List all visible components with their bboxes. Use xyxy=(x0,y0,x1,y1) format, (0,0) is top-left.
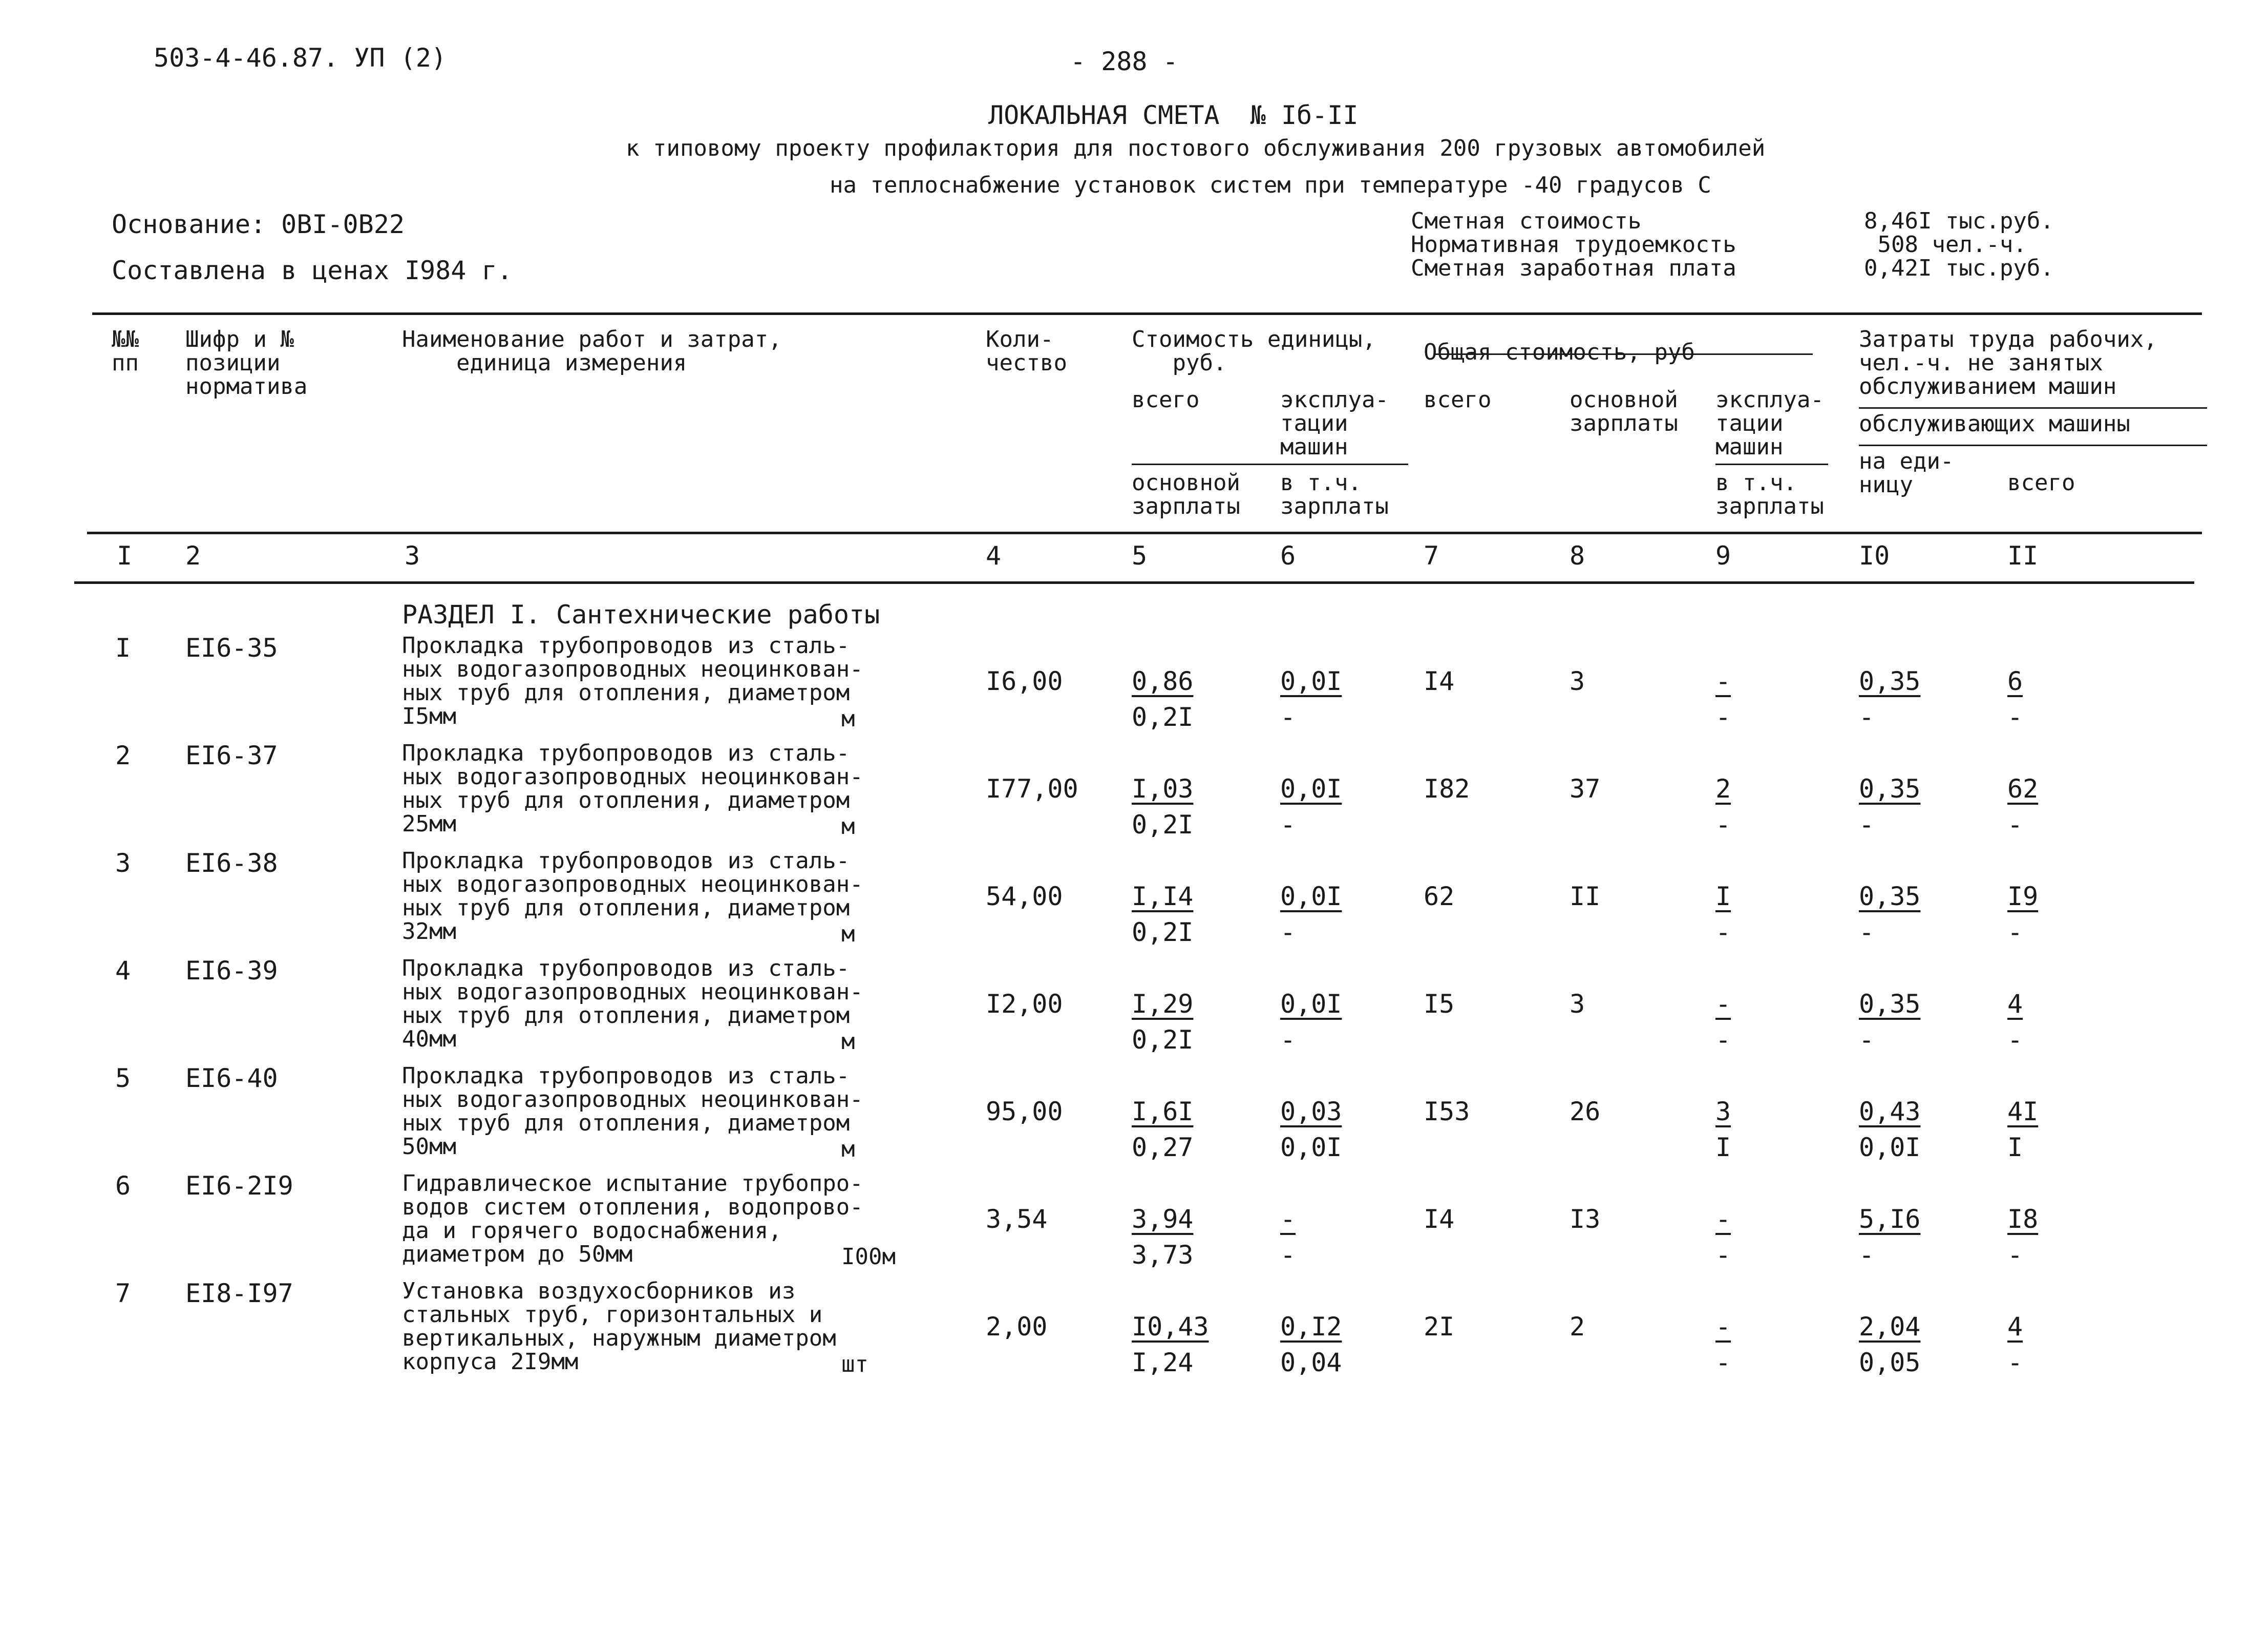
row-labor-per-unit: 5,I6 xyxy=(1859,1204,1921,1234)
summary-value-cost: 8,46I тыс.руб. xyxy=(1864,208,2054,234)
row-unit-total: I,03 xyxy=(1132,774,1194,804)
page-number: - 288 - xyxy=(1070,47,1178,76)
row-total-salary: 3 xyxy=(1570,666,1585,696)
header-col-code: Шифр и № позиции норматива xyxy=(185,326,308,400)
row-labor-per-unit: 2,04 xyxy=(1859,1312,1921,1342)
row-unit-total: I0,43 xyxy=(1132,1312,1209,1342)
header-labor-per-unit: на еди- ницу xyxy=(1859,448,1954,498)
header-col-index: №№ пп xyxy=(112,326,139,376)
row-total: 2I xyxy=(1424,1312,1455,1342)
subtitle-scope: на теплоснабжение установок систем при температуре -40 градусов С xyxy=(830,172,1711,198)
row-index: 5 xyxy=(115,1063,131,1093)
row-name: Прокладка трубопроводов из сталь- ных водогазопроводных неоцинкован- ных труб для отопления, диаметром 50мм xyxy=(402,1063,863,1160)
row-labor-per-unit: 0,43 xyxy=(1859,1097,1921,1126)
row-name: Прокладка трубопроводов из сталь- ных водогазопроводных неоцинкован- ных труб для отопления, диаметром 32мм xyxy=(402,848,863,945)
header-bottom-rule xyxy=(87,532,2202,534)
row-total: 62 xyxy=(1424,882,1455,911)
row-labor-total-serving: - xyxy=(2007,917,2023,947)
rule-machines-unit xyxy=(1132,464,1408,465)
row-unit-total: 3,94 xyxy=(1132,1204,1194,1234)
row-total-machines: 3 xyxy=(1715,1097,1731,1126)
row-index: I xyxy=(115,633,131,663)
header-total-cost-group: Общая стоимость, руб xyxy=(1424,339,1695,365)
row-labor-total-serving: - xyxy=(2007,810,2023,840)
column-numbers-rule xyxy=(74,581,2194,584)
rule-labor-group xyxy=(1859,407,2207,409)
row-total-machines: - xyxy=(1715,989,1731,1019)
row-unit: м xyxy=(841,813,855,840)
row-labor-per-unit-serving: 0,0I xyxy=(1859,1133,1921,1162)
document-code: 503-4-46.87. УП (2) xyxy=(154,43,447,73)
row-unit-incl-salary: 0,04 xyxy=(1280,1348,1342,1377)
row-labor-per-unit-serving: - xyxy=(1859,917,1875,947)
row-unit-machines: 0,0I xyxy=(1280,666,1342,696)
row-unit-machines: 0,03 xyxy=(1280,1097,1342,1126)
row-unit-incl-salary: - xyxy=(1280,702,1296,732)
row-labor-total-serving: - xyxy=(2007,1348,2023,1377)
header-total-incl-salary: в т.ч. зарплаты xyxy=(1715,470,1824,519)
row-labor-per-unit-serving: - xyxy=(1859,1240,1875,1270)
row-name: Прокладка трубопроводов из сталь- ных водогазопроводных неоцинкован- ных труб для отопления, диаметром 40мм xyxy=(402,955,863,1052)
row-total-machines: 2 xyxy=(1715,774,1731,804)
row-unit-salary: 3,73 xyxy=(1132,1240,1194,1270)
row-labor-total: I9 xyxy=(2007,882,2039,911)
header-unit-incl-salary: в т.ч. зарплаты xyxy=(1280,470,1389,519)
subtitle-project: к типовому проекту профилактория для постового обслуживания 200 грузовых автомобилей xyxy=(626,135,1766,161)
prices-label: Составлена в ценах I984 г. xyxy=(112,256,513,285)
rule-serving-machines xyxy=(1859,445,2207,446)
row-total: I82 xyxy=(1424,774,1470,804)
row-unit-incl-salary: - xyxy=(1280,1025,1296,1055)
row-code: EI6-39 xyxy=(185,956,278,986)
row-total: I4 xyxy=(1424,666,1455,696)
row-unit-incl-salary: - xyxy=(1280,1240,1296,1270)
table-top-rule xyxy=(92,312,2202,315)
row-total-machines: I xyxy=(1715,882,1731,911)
row-labor-per-unit: 0,35 xyxy=(1859,666,1921,696)
row-labor-per-unit-serving: - xyxy=(1859,810,1875,840)
column-number: II xyxy=(2007,541,2039,571)
row-name: Установка воздухосборников из стальных труб, горизонтальных и вертикальных, наружным диаметром корпуса 2I9мм xyxy=(402,1278,836,1375)
estimate-title: ЛОКАЛЬНАЯ СМЕТА № Iб-II xyxy=(988,100,1359,130)
row-total: I4 xyxy=(1424,1204,1455,1234)
row-labor-total: 4 xyxy=(2007,1312,2023,1342)
row-code: EI8-I97 xyxy=(185,1279,293,1308)
row-unit: м xyxy=(841,921,855,947)
row-quantity: I77,00 xyxy=(986,774,1078,804)
row-quantity: 3,54 xyxy=(986,1204,1048,1234)
row-unit-incl-salary: - xyxy=(1280,810,1296,840)
column-number: 5 xyxy=(1132,541,1148,571)
row-unit-total: I,29 xyxy=(1132,989,1194,1019)
row-code: EI6-35 xyxy=(185,633,278,663)
row-total-incl-salary: - xyxy=(1715,810,1731,840)
row-unit: м xyxy=(841,706,855,732)
summary-value-labor: 508 чел.-ч. xyxy=(1864,232,2027,258)
row-unit-incl-salary: 0,0I xyxy=(1280,1133,1342,1162)
row-name: Прокладка трубопроводов из сталь- ных водогазопроводных неоцинкован- ных труб для отопления, диаметром I5мм xyxy=(402,633,863,729)
row-total-machines: - xyxy=(1715,1204,1731,1234)
row-unit-total: I,6I xyxy=(1132,1097,1194,1126)
column-number: 8 xyxy=(1570,541,1585,571)
row-labor-per-unit-serving: - xyxy=(1859,1025,1875,1055)
row-index: 2 xyxy=(115,741,131,770)
column-number: 7 xyxy=(1424,541,1439,571)
row-name: Гидравлическое испытание трубопро- водов систем отопления, водопрово- да и горячего водоснабжения, диаметром до 50мм xyxy=(402,1170,863,1267)
row-labor-total: 4I xyxy=(2007,1097,2039,1126)
row-total-salary: 3 xyxy=(1570,989,1585,1019)
header-labor-group: Затраты труда рабочих, чел.-ч. не занятых обслуживанием машин xyxy=(1859,326,2157,400)
row-unit-total: 0,86 xyxy=(1132,666,1194,696)
header-total-all: всего xyxy=(1424,387,1492,413)
row-unit-machines: 0,0I xyxy=(1280,989,1342,1019)
row-index: 7 xyxy=(115,1279,131,1308)
row-quantity: 95,00 xyxy=(986,1097,1063,1126)
row-labor-total-serving: - xyxy=(2007,1240,2023,1270)
summary-value-wages: 0,42I тыс.руб. xyxy=(1864,255,2054,281)
row-code: EI6-38 xyxy=(185,848,278,878)
row-quantity: 54,00 xyxy=(986,882,1063,911)
row-unit: шт xyxy=(841,1351,868,1377)
row-unit: м xyxy=(841,1029,855,1055)
header-col-name: Наименование работ и затрат, единица измерения xyxy=(402,326,782,376)
row-unit-salary: 0,2I xyxy=(1132,1025,1194,1055)
row-labor-total-serving: I xyxy=(2007,1133,2023,1162)
row-total-salary: 2 xyxy=(1570,1312,1585,1342)
rule-machines-total xyxy=(1715,464,1828,465)
row-total-salary: 37 xyxy=(1570,774,1601,804)
column-number: 6 xyxy=(1280,541,1296,571)
column-number: I xyxy=(117,541,133,571)
header-col-quantity: Коли- чество xyxy=(986,326,1067,376)
row-total: I5 xyxy=(1424,989,1455,1019)
row-labor-per-unit: 0,35 xyxy=(1859,882,1921,911)
header-unit-cost-group: Стоимость единицы, руб. xyxy=(1132,326,1376,376)
section-title: РАЗДЕЛ I. Сантехнические работы xyxy=(402,600,880,630)
row-total-incl-salary: I xyxy=(1715,1133,1731,1162)
row-unit-incl-salary: - xyxy=(1280,917,1296,947)
row-labor-total: 6 xyxy=(2007,666,2023,696)
header-total-machines: эксплуа- тации машин xyxy=(1715,387,1824,460)
column-number: 9 xyxy=(1715,541,1731,571)
row-total-salary: I3 xyxy=(1570,1204,1601,1234)
row-unit: I00м xyxy=(841,1244,896,1270)
header-unit-machines: эксплуа- тации машин xyxy=(1280,387,1389,460)
row-total-incl-salary: - xyxy=(1715,917,1731,947)
row-unit-salary: 0,2I xyxy=(1132,702,1194,732)
row-index: 4 xyxy=(115,956,131,986)
summary-label-cost: Сметная стоимость xyxy=(1411,208,1642,234)
row-labor-per-unit: 0,35 xyxy=(1859,774,1921,804)
row-total: I53 xyxy=(1424,1097,1470,1126)
header-labor-serving: обслуживающих машины xyxy=(1859,411,2130,437)
row-index: 6 xyxy=(115,1171,131,1201)
row-quantity: I2,00 xyxy=(986,989,1063,1019)
row-unit-machines: 0,I2 xyxy=(1280,1312,1342,1342)
row-unit-machines: 0,0I xyxy=(1280,774,1342,804)
row-total-machines: - xyxy=(1715,666,1731,696)
row-unit-salary: 0,2I xyxy=(1132,917,1194,947)
row-labor-total-serving: - xyxy=(2007,702,2023,732)
row-unit-total: I,I4 xyxy=(1132,882,1194,911)
row-labor-total-serving: - xyxy=(2007,1025,2023,1055)
header-total-salary: основной зарплаты xyxy=(1570,387,1678,436)
row-unit-machines: - xyxy=(1280,1204,1296,1234)
row-total-incl-salary: - xyxy=(1715,1348,1731,1377)
row-labor-total: 4 xyxy=(2007,989,2023,1019)
column-number: 2 xyxy=(185,541,201,571)
row-total-machines: - xyxy=(1715,1312,1731,1342)
row-quantity: 2,00 xyxy=(986,1312,1048,1342)
row-labor-total: I8 xyxy=(2007,1204,2039,1234)
header-unit-salary: основной зарплаты xyxy=(1132,470,1240,519)
row-unit-salary: 0,27 xyxy=(1132,1133,1194,1162)
row-total-incl-salary: - xyxy=(1715,1025,1731,1055)
column-number: 3 xyxy=(405,541,420,571)
row-code: EI6-37 xyxy=(185,741,278,770)
row-labor-per-unit-serving: 0,05 xyxy=(1859,1348,1921,1377)
summary-label-labor: Нормативная трудоемкость xyxy=(1411,232,1736,258)
basis-label: Основание: 0BI-0B22 xyxy=(112,210,405,239)
row-unit-machines: 0,0I xyxy=(1280,882,1342,911)
row-labor-per-unit-serving: - xyxy=(1859,702,1875,732)
header-unit-total: всего xyxy=(1132,387,1200,413)
row-code: EI6-40 xyxy=(185,1063,278,1093)
header-labor-total: всего xyxy=(2007,470,2075,496)
row-unit: м xyxy=(841,1136,855,1162)
summary-label-wages: Сметная заработная плата xyxy=(1411,255,1736,281)
row-total-salary: II xyxy=(1570,882,1601,911)
row-unit-salary: I,24 xyxy=(1132,1348,1194,1377)
row-labor-total: 62 xyxy=(2007,774,2039,804)
row-total-incl-salary: - xyxy=(1715,1240,1731,1270)
column-number: 4 xyxy=(986,541,1002,571)
row-quantity: I6,00 xyxy=(986,666,1063,696)
row-index: 3 xyxy=(115,848,131,878)
row-total-salary: 26 xyxy=(1570,1097,1601,1126)
column-number: I0 xyxy=(1859,541,1890,571)
row-unit-salary: 0,2I xyxy=(1132,810,1194,840)
row-labor-per-unit: 0,35 xyxy=(1859,989,1921,1019)
row-total-incl-salary: - xyxy=(1715,702,1731,732)
row-code: EI6-2I9 xyxy=(185,1171,293,1201)
row-name: Прокладка трубопроводов из сталь- ных водогазопроводных неоцинкован- ных труб для отопления, диаметром 25мм xyxy=(402,740,863,837)
